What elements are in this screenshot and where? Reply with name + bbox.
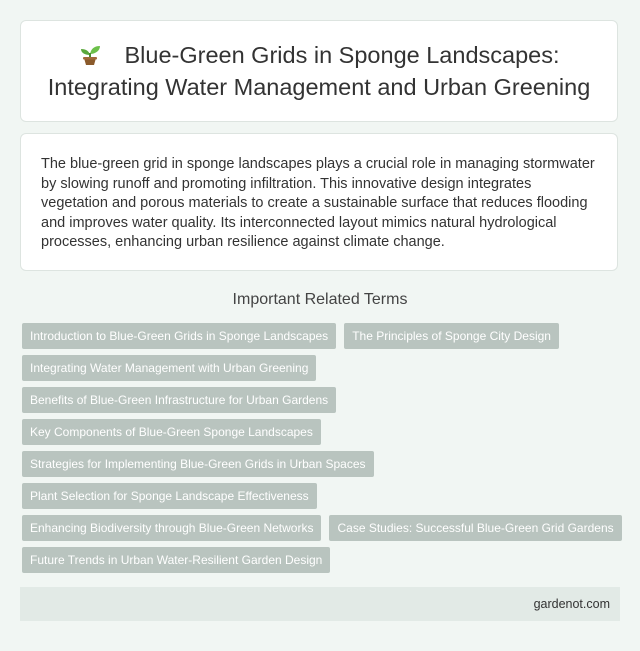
seedling-icon: [78, 42, 102, 66]
term-row: [22, 547, 622, 573]
term-tag[interactable]: Integrating Water Management with Urban Greening: [22, 355, 316, 381]
page-title: [21, 39, 617, 103]
term-row: [22, 387, 622, 413]
term-tag[interactable]: Key Components of Blue-Green Sponge Landscapes: [22, 419, 321, 445]
term-row: [22, 515, 622, 541]
footer-site-link[interactable]: gardenot.com: [533, 597, 610, 611]
term-tag[interactable]: Introduction to Blue-Green Grids in Sponge Landscapes: [22, 323, 336, 349]
term-row: [22, 483, 622, 509]
related-terms-list: [22, 323, 622, 579]
term-row: [22, 419, 622, 445]
title-text: Blue-Green Grids in Sponge Landscapes: Integrating Water Management and Urban Greening: [47, 42, 591, 100]
term-tag[interactable]: Plant Selection for Sponge Landscape Effectiveness: [22, 483, 317, 509]
summary-text: The blue-green grid in sponge landscapes plays a crucial role in managing stormwater by slowing runoff and promoting infiltration. This innovative design integrates vegetation and porous materials to create a sustainable surface that reduces flooding and improves water quality. Its interconnected layout mimics natural hydrological processes, enhancing urban resilience against climate change.: [41, 156, 595, 250]
term-row: [22, 355, 622, 381]
term-tag[interactable]: Benefits of Blue-Green Infrastructure for Urban Gardens: [22, 387, 336, 413]
term-tag[interactable]: Future Trends in Urban Water-Resilient Garden Design: [22, 547, 330, 573]
title-card: [20, 20, 618, 122]
term-row: [22, 451, 622, 477]
term-tag[interactable]: Strategies for Implementing Blue-Green Grids in Urban Spaces: [22, 451, 374, 477]
term-tag[interactable]: The Principles of Sponge City Design: [344, 323, 559, 349]
summary-card: [20, 133, 618, 271]
term-tag[interactable]: Case Studies: Successful Blue-Green Grid Gardens: [329, 515, 621, 541]
related-terms-heading: Important Related Terms: [232, 291, 408, 308]
term-row: [22, 323, 622, 349]
term-tag[interactable]: Enhancing Biodiversity through Blue-Green Networks: [22, 515, 321, 541]
footer: [20, 587, 620, 621]
